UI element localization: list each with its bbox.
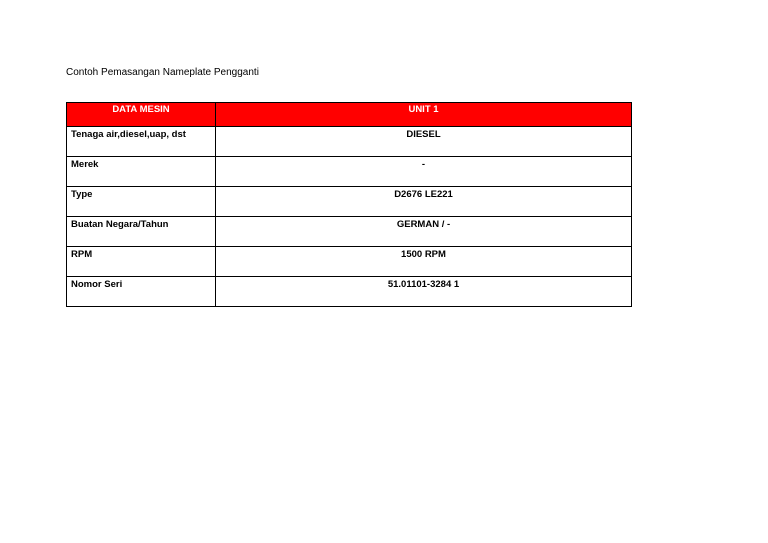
row-value-merek: - (216, 157, 632, 187)
header-unit-1: UNIT 1 (216, 103, 632, 127)
table-row (67, 187, 632, 217)
nameplate-table (66, 102, 632, 307)
row-label-tenaga: Tenaga air,diesel,uap, dst (67, 127, 216, 157)
table-row (67, 247, 632, 277)
page-title: Contoh Pemasangan Nameplate Pengganti (66, 67, 259, 78)
header-data-mesin: DATA MESIN (67, 103, 216, 127)
row-label-buatan: Buatan Negara/Tahun (67, 217, 216, 247)
table-header-row (67, 103, 632, 127)
row-label-rpm: RPM (67, 247, 216, 277)
table-row (67, 157, 632, 187)
table-row (67, 217, 632, 247)
row-value-type: D2676 LE221 (216, 187, 632, 217)
row-label-nomor-seri: Nomor Seri (67, 277, 216, 307)
row-value-tenaga: DIESEL (216, 127, 632, 157)
row-label-merek: Merek (67, 157, 216, 187)
row-value-nomor-seri: 51.01101-3284 1 (216, 277, 632, 307)
row-value-rpm: 1500 RPM (216, 247, 632, 277)
row-label-type: Type (67, 187, 216, 217)
table-row (67, 127, 632, 157)
table-row (67, 277, 632, 307)
row-value-buatan: GERMAN / - (216, 217, 632, 247)
